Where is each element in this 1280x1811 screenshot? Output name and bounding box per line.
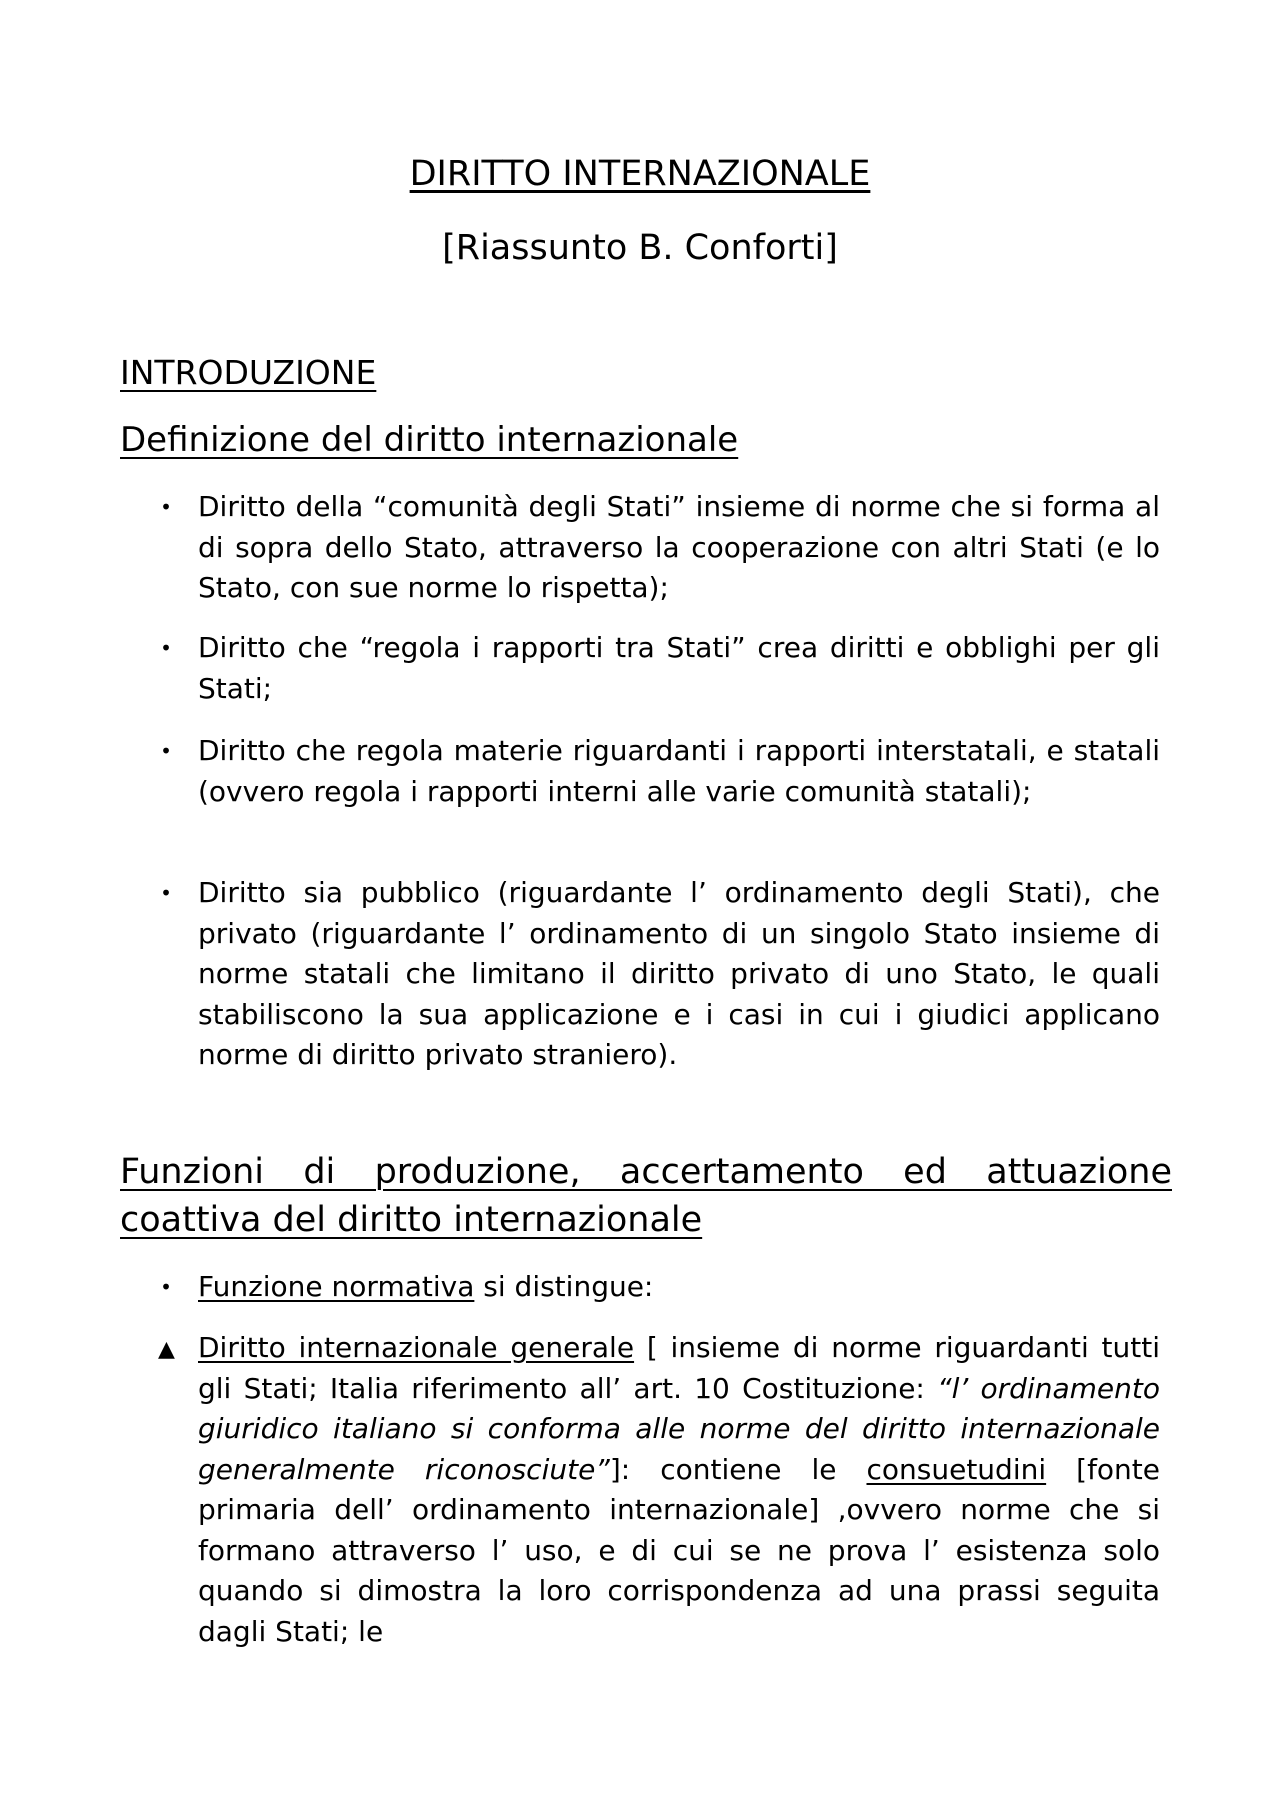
consuetudini-label: consuetudini bbox=[866, 1452, 1047, 1486]
heading-funzioni: Funzioni di produzione, accertamento ed attuazione coattiva del diritto internazionale bbox=[120, 1152, 1172, 1240]
bullet-icon: • bbox=[160, 881, 172, 905]
list-item-text: Diritto della “comunità degli Stati” insieme di norme che si forma al di sopra dello Stato, attraverso la cooperazione con altri Stati (e lo Stato, con sue norme lo rispetta); bbox=[198, 490, 1160, 604]
funzione-normativa-text: si distingue: bbox=[474, 1270, 654, 1303]
list-item-funzione-normativa bbox=[160, 1267, 1160, 1308]
bullet-icon: • bbox=[160, 739, 172, 763]
section-heading-introduzione: INTRODUZIONE bbox=[120, 353, 377, 392]
heading-definizione: Definizione del diritto internazionale bbox=[120, 420, 739, 460]
list-item bbox=[160, 873, 1160, 1076]
funzione-normativa-label: Funzione normativa bbox=[198, 1270, 475, 1303]
diritto-generale-label: Diritto internazionale generale bbox=[198, 1331, 635, 1364]
list-item bbox=[160, 731, 1160, 812]
diritto-generale-text: [ insieme di norme riguardanti tutti gli Stati; Italia riferimento all’ art. 10 Costituzione: bbox=[198, 1331, 1160, 1405]
document-subtitle: [Riassunto B. Conforti] bbox=[442, 228, 838, 268]
list-item-diritto-generale bbox=[158, 1328, 1161, 1652]
bullet-icon: • bbox=[160, 495, 172, 519]
bullet-icon: • bbox=[160, 1275, 172, 1299]
triangle-bullet-icon: ▲ bbox=[158, 1337, 175, 1362]
diritto-generale-text-3: [fonte primaria dell’ ordinamento internazionale] ,ovvero norme che si formano attraverso l’ uso, e di cui se ne prova l’ esistenza solo quando si dimostra la loro corrispondenza ad una prassi seguita dagli Stati; le bbox=[198, 1452, 1161, 1648]
bullet-icon: • bbox=[160, 636, 172, 660]
list-item bbox=[160, 628, 1160, 709]
list-item-text: Diritto che “regola i rapporti tra Stati” crea diritti e obblighi per gli Stati; bbox=[198, 631, 1160, 705]
list-item bbox=[160, 487, 1160, 609]
diritto-generale-text-2: ]: contiene le bbox=[609, 1452, 867, 1486]
list-item-text: Diritto sia pubblico (riguardante l’ ordinamento degli Stati), che privato (riguardante l’ ordinamento di un singolo Stato insieme di norme statali che limitano il diritto privato di uno Stato, le quali stabiliscono la sua applicazione e i casi in cui i giudici applicano norme di diritto privato straniero). bbox=[198, 876, 1160, 1071]
list-item-text: Diritto che regola materie riguardanti i rapporti interstatali, e statali (ovvero regola i rapporti interni alle varie comunità statali); bbox=[198, 734, 1160, 808]
document-title: DIRITTO INTERNAZIONALE bbox=[409, 154, 871, 194]
costituzione-quote: “l’ ordinamento giuridico italiano si conforma alle norme del diritto internazionale generalmente riconosciute” bbox=[198, 1371, 1160, 1486]
